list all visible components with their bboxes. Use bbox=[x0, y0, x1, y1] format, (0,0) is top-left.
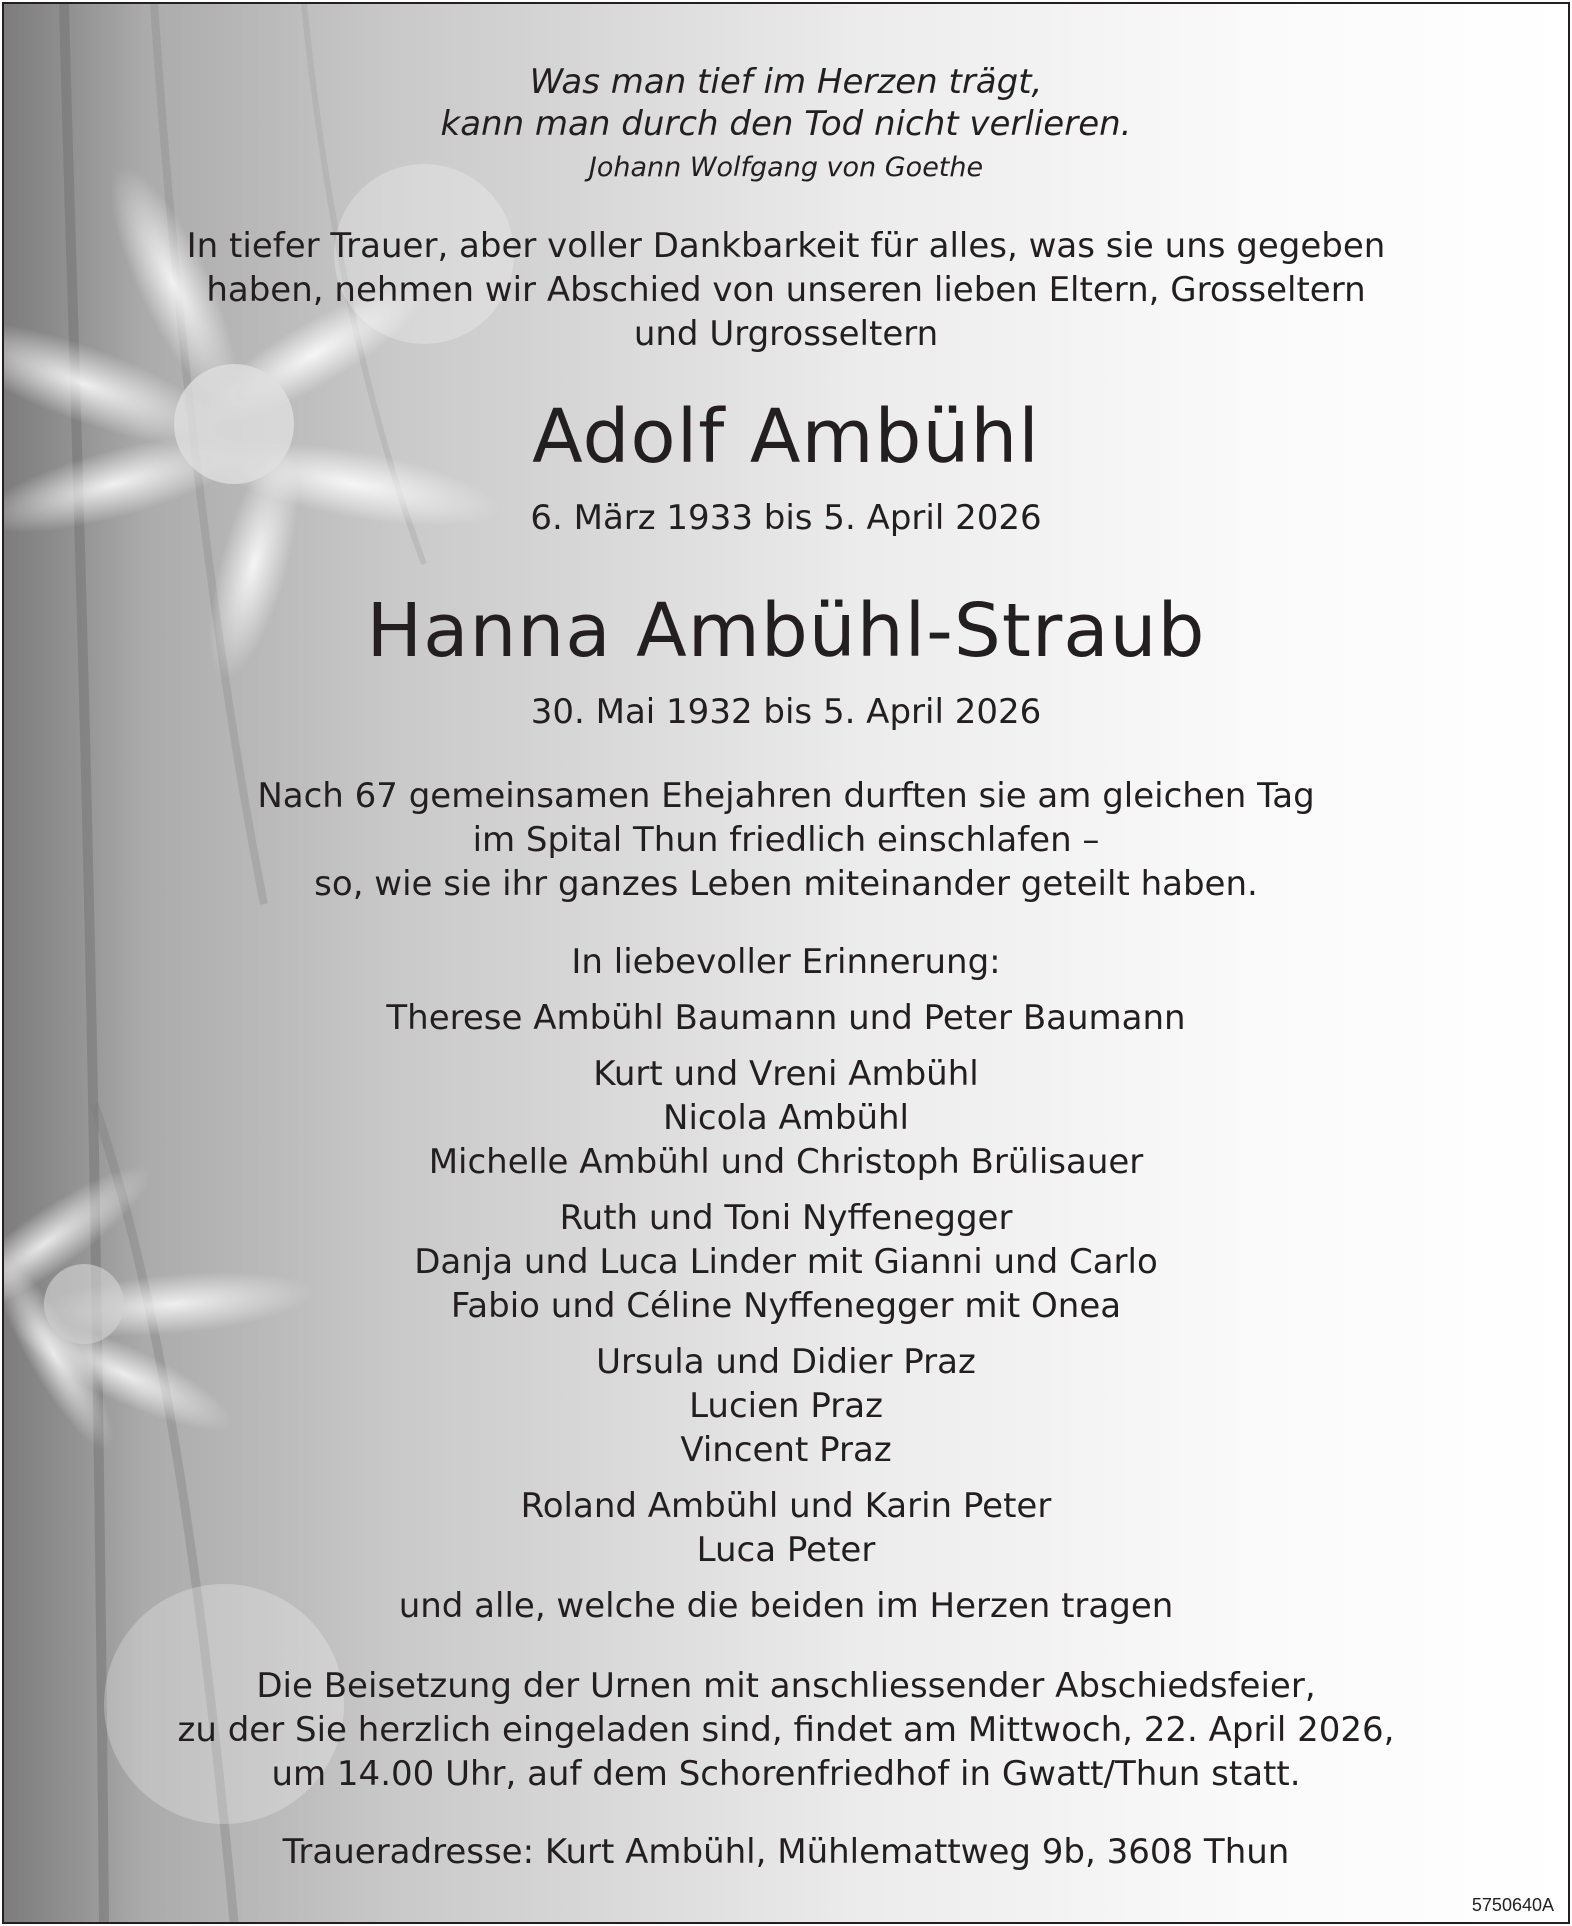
ceremony-line-3: um 14.00 Uhr, auf dem Schorenfriedhof in Gwatt/Thun statt. bbox=[271, 1754, 1301, 1794]
intro-line-3: und Urgrosseltern bbox=[633, 314, 939, 354]
closing-line: und alle, welche die beiden im Herzen tragen bbox=[398, 1586, 1174, 1626]
mourner-line: Lucien Praz bbox=[689, 1386, 883, 1426]
mourning-address: Traueradresse: Kurt Ambühl, Mühlemattweg 9b, 3608 Thun bbox=[282, 1832, 1290, 1872]
mourner-line: Therese Ambühl Baumann und Peter Baumann bbox=[386, 998, 1186, 1038]
intro-line-2: haben, nehmen wir Abschied von unseren lieben Eltern, Grosseltern bbox=[206, 270, 1366, 310]
ad-code: 5750640A bbox=[1471, 1895, 1554, 1915]
deceased-dates-1: 6. März 1933 bis 5. April 2026 bbox=[530, 498, 1042, 538]
ceremony-line-2: zu der Sie herzlich eingeladen sind, findet am Mittwoch, 22. April 2026, bbox=[177, 1710, 1395, 1750]
deceased-name-1: Adolf Ambühl bbox=[532, 394, 1040, 480]
message-line-2: im Spital Thun friedlich einschlafen – bbox=[472, 820, 1100, 860]
deceased-dates-2: 30. Mai 1932 bis 5. April 2026 bbox=[530, 692, 1042, 732]
quote-line-1: Was man tief im Herzen trägt, bbox=[529, 62, 1043, 102]
mourner-line: Danja und Luca Linder mit Gianni und Carlo bbox=[414, 1242, 1158, 1282]
mourner-line: Luca Peter bbox=[696, 1530, 876, 1570]
message-line-1: Nach 67 gemeinsamen Ehejahren durften sie am gleichen Tag bbox=[257, 776, 1315, 816]
mourner-line: Kurt und Vreni Ambühl bbox=[593, 1054, 979, 1094]
mourner-line: Michelle Ambühl und Christoph Brülisauer bbox=[428, 1142, 1144, 1182]
ceremony-line-1: Die Beisetzung der Urnen mit anschliessender Abschiedsfeier, bbox=[256, 1666, 1316, 1706]
mourner-line: Vincent Praz bbox=[680, 1430, 892, 1470]
quote-author: Johann Wolfgang von Goethe bbox=[588, 152, 984, 183]
deceased-name-2: Hanna Ambühl-Straub bbox=[366, 588, 1206, 674]
mourner-line: Nicola Ambühl bbox=[663, 1098, 909, 1138]
remembrance-heading: In liebevoller Erinnerung: bbox=[571, 942, 1001, 982]
mourner-line: Fabio und Céline Nyffenegger mit Onea bbox=[450, 1286, 1122, 1326]
mourner-line: Ursula und Didier Praz bbox=[596, 1342, 976, 1382]
mourner-line: Ruth und Toni Nyffenegger bbox=[559, 1198, 1013, 1238]
mourner-line: Roland Ambühl und Karin Peter bbox=[520, 1486, 1052, 1526]
quote-line-2: kann man durch den Tod nicht verlieren. bbox=[440, 104, 1132, 144]
message-line-3: so, wie sie ihr ganzes Leben miteinander geteilt haben. bbox=[314, 864, 1258, 904]
intro-line-1: In tiefer Trauer, aber voller Dankbarkeit für alles, was sie uns gegeben bbox=[186, 226, 1386, 266]
obituary-notice bbox=[2, 2, 1570, 1924]
